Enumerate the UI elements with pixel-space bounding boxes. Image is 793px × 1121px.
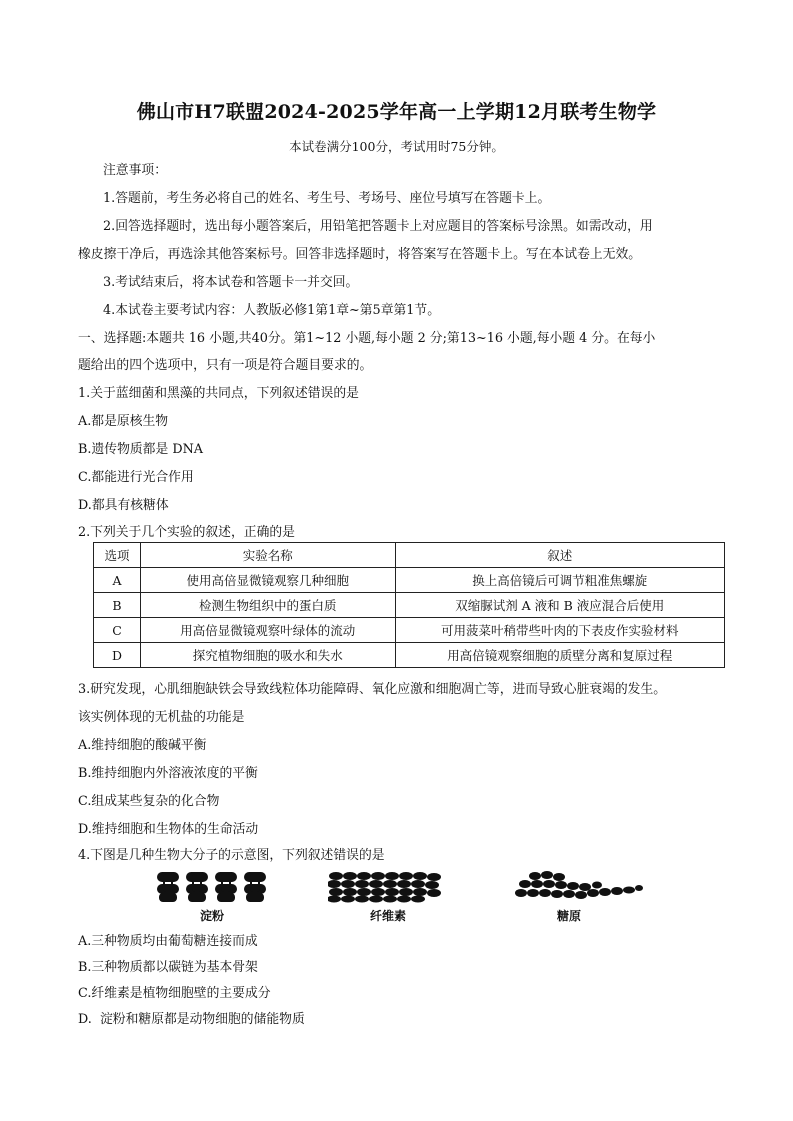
option-d: D. 淀粉和糖原都是动物细胞的储能物质 bbox=[78, 1012, 305, 1027]
question-stem-cont: 该实例体现的无机盐的功能是 bbox=[78, 710, 245, 725]
table-row bbox=[94, 618, 725, 643]
cellulose-chain bbox=[329, 872, 441, 881]
option-b: B.遗传物质都是 DNA bbox=[78, 442, 204, 457]
glycogen-label: 糖原 bbox=[557, 909, 582, 923]
cellulose-figure bbox=[328, 871, 446, 903]
table-header-cell: 实验名称 bbox=[140, 543, 395, 568]
cellulose-chain bbox=[329, 888, 441, 897]
option-c: C.组成某些复杂的化合物 bbox=[78, 794, 220, 809]
starch-unit bbox=[157, 872, 179, 902]
section-heading-cont: 题给出的四个选项中，只有一项是符合题目要求的。 bbox=[78, 358, 373, 373]
table-header-cell: 选项 bbox=[94, 543, 141, 568]
table-cell: 用高倍显微镜观察叶绿体的流动 bbox=[140, 618, 395, 643]
exam-subtitle: 本试卷满分100分，考试用时75分钟。 bbox=[289, 139, 504, 154]
table-cell: 检测生物组织中的蛋白质 bbox=[140, 593, 395, 618]
experiment-table bbox=[93, 542, 725, 668]
notice-item: 3.考试结束后，将本试卷和答题卡一并交回。 bbox=[103, 275, 359, 290]
glycogen-figure bbox=[515, 869, 643, 903]
table-header-cell: 叙述 bbox=[395, 543, 724, 568]
option-a: A.都是原核生物 bbox=[78, 414, 169, 429]
notice-item: 2.回答选择题时，选出每小题答案后，用铅笔把答题卡上对应题目的答案标号涂黑。如需改动，用 bbox=[103, 219, 653, 234]
starch-figure bbox=[155, 870, 270, 904]
cellulose-chain bbox=[328, 880, 439, 889]
starch-unit bbox=[215, 872, 237, 902]
option-c: C.纤维素是植物细胞壁的主要成分 bbox=[78, 986, 271, 1001]
table-row bbox=[94, 593, 725, 618]
table-cell: 双缩脲试剂 A 液和 B 液应混合后使用 bbox=[395, 593, 724, 618]
question-stem: 1.关于蓝细菌和黑藻的共同点，下列叙述错误的是 bbox=[78, 386, 359, 401]
cellulose-label: 纤维素 bbox=[370, 909, 407, 923]
starch-unit bbox=[186, 872, 208, 902]
option-a: A.三种物质均由葡萄糖连接而成 bbox=[78, 934, 258, 949]
starch-label: 淀粉 bbox=[200, 909, 225, 923]
table-cell: 探究植物细胞的吸水和失水 bbox=[140, 643, 395, 668]
question-stem: 2.下列关于几个实验的叙述，正确的是 bbox=[78, 525, 295, 540]
table-cell: D bbox=[94, 643, 141, 668]
table-cell: 换上高倍镜后可调节粗准焦螺旋 bbox=[395, 568, 724, 593]
notice-heading: 注意事项： bbox=[103, 163, 167, 178]
cellulose-chain bbox=[328, 896, 425, 903]
page-title: 佛山市H7联盟2024-2025学年高一上学期12月联考生物学 bbox=[136, 101, 657, 123]
table-cell: B bbox=[94, 593, 141, 618]
notice-item: 橡皮擦干净后，再选涂其他答案标号。回答非选择题时，将答案写在答题卡上。写在本试卷上无效。 bbox=[78, 247, 642, 262]
section-heading: 一、选择题:本题共 16 小题,共40分。第1~12 小题,每小题 2 分;第13~16 小题,每小题 4 分。在每小 bbox=[78, 331, 656, 346]
option-a: A.维持细胞的酸碱平衡 bbox=[78, 738, 207, 753]
table-cell: 用高倍镜观察细胞的质壁分离和复原过程 bbox=[395, 643, 724, 668]
question-stem: 3.研究发现，心肌细胞缺铁会导致线粒体功能障碍、氧化应激和细胞凋亡等，进而导致心脏衰竭的发生。 bbox=[78, 682, 667, 697]
table-row bbox=[94, 643, 725, 668]
question-stem: 4.下图是几种生物大分子的示意图，下列叙述错误的是 bbox=[78, 848, 385, 863]
table-cell: 使用高倍显微镜观察几种细胞 bbox=[140, 568, 395, 593]
notice-item: 1.答题前，考生务必将自己的姓名、考生号、考场号、座位号填写在答题卡上。 bbox=[103, 191, 551, 206]
table-cell: C bbox=[94, 618, 141, 643]
table-row bbox=[94, 568, 725, 593]
table-header-row bbox=[94, 543, 725, 568]
table-cell: 可用菠菜叶稍带些叶肉的下表皮作实验材料 bbox=[395, 618, 724, 643]
option-d: D.都具有核糖体 bbox=[78, 498, 169, 513]
option-b: B.维持细胞内外溶液浓度的平衡 bbox=[78, 766, 258, 781]
option-c: C.都能进行光合作用 bbox=[78, 470, 194, 485]
table-cell: A bbox=[94, 568, 141, 593]
option-b: B.三种物质都以碳链为基本骨架 bbox=[78, 960, 258, 975]
option-d: D.维持细胞和生物体的生命活动 bbox=[78, 822, 259, 837]
starch-unit bbox=[244, 872, 266, 902]
notice-item: 4.本试卷主要考试内容：人教版必修1第1章~第5章第1节。 bbox=[103, 303, 441, 318]
